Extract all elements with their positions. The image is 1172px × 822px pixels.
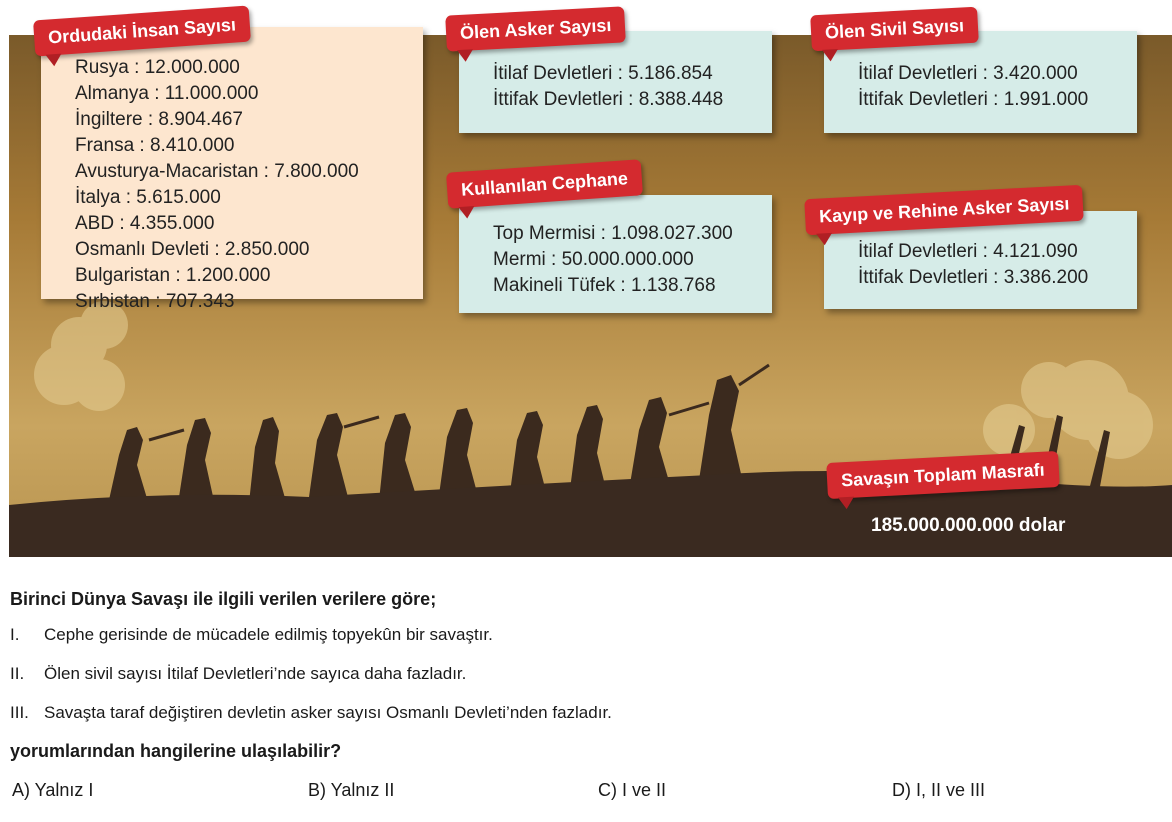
dead-civilians-line: İttifak Devletleri : 1.991.000 [858, 89, 1089, 110]
missing-line: İtilaf Devletleri : 4.121.090 [858, 241, 1078, 262]
ammo-title: Kullanılan Cephane [446, 159, 643, 209]
dead-soldiers-title: Ölen Asker Sayısı [445, 6, 626, 51]
ammo-box [459, 195, 772, 313]
cost-title: Savaşın Toplam Masrafı [826, 451, 1059, 499]
option-c[interactable]: C) I ve II [598, 780, 667, 800]
infographic [9, 14, 1172, 557]
army-line: ABD : 4.355.000 [75, 213, 215, 234]
dead-civilians-line: İtilaf Devletleri : 3.420.000 [858, 63, 1078, 84]
option-a[interactable]: A) Yalnız I [12, 780, 94, 800]
ammo-line: Mermi : 50.000.000.000 [493, 249, 694, 270]
statement-text: Cephe gerisinde de mücadele edilmiş topyekûn bir savaştır. [44, 625, 493, 644]
army-line: İtalya : 5.615.000 [75, 187, 221, 208]
dead-soldiers-line: İtilaf Devletleri : 5.186.854 [493, 63, 713, 84]
statement-text: Ölen sivil sayısı İtilaf Devletleri’nde sayıca daha fazladır. [44, 664, 467, 683]
dead-civilians-title: Ölen Sivil Sayısı [810, 7, 979, 52]
army-line: Fransa : 8.410.000 [75, 135, 235, 156]
statement-number: III. [10, 703, 29, 722]
option-d[interactable]: D) I, II ve III [892, 780, 986, 800]
ammo-line: Top Mermisi : 1.098.027.300 [493, 223, 733, 244]
statement-1 [10, 625, 493, 645]
statement-number: I. [10, 625, 20, 644]
army-title: Ordudaki İnsan Sayısı [33, 6, 251, 57]
army-box [41, 27, 423, 312]
army-line: Osmanlı Devleti : 2.850.000 [75, 239, 310, 260]
army-line: Rusya : 12.000.000 [75, 57, 240, 78]
question-stem: Birinci Dünya Savaşı ile ilgili verilen verilere göre; [10, 589, 437, 609]
option-b[interactable]: B) Yalnız II [308, 780, 395, 800]
army-line: İngiltere : 8.904.467 [75, 109, 243, 130]
statement-2 [10, 664, 466, 684]
statement-number: II. [10, 664, 25, 683]
question-prompt: yorumlarından hangilerine ulaşılabilir? [10, 741, 342, 761]
statement-3 [10, 703, 612, 723]
dead-soldiers-line: İttifak Devletleri : 8.388.448 [493, 89, 724, 110]
army-line: Almanya : 11.000.000 [75, 83, 259, 104]
statement-text: Savaşta taraf değiştiren devletin asker sayısı Osmanlı Devleti’nden fazladır. [44, 703, 612, 722]
army-line: Bulgaristan : 1.200.000 [75, 265, 271, 286]
missing-line: İttifak Devletleri : 3.386.200 [858, 267, 1089, 288]
army-line: Avusturya-Macaristan : 7.800.000 [75, 161, 359, 182]
army-line: Sırbistan : 707.343 [75, 291, 235, 312]
ammo-line: Makineli Tüfek : 1.138.768 [493, 275, 716, 296]
missing-title: Kayıp ve Rehine Asker Sayısı [804, 185, 1084, 236]
cost-value: 185.000.000.000 dolar [871, 515, 1066, 536]
